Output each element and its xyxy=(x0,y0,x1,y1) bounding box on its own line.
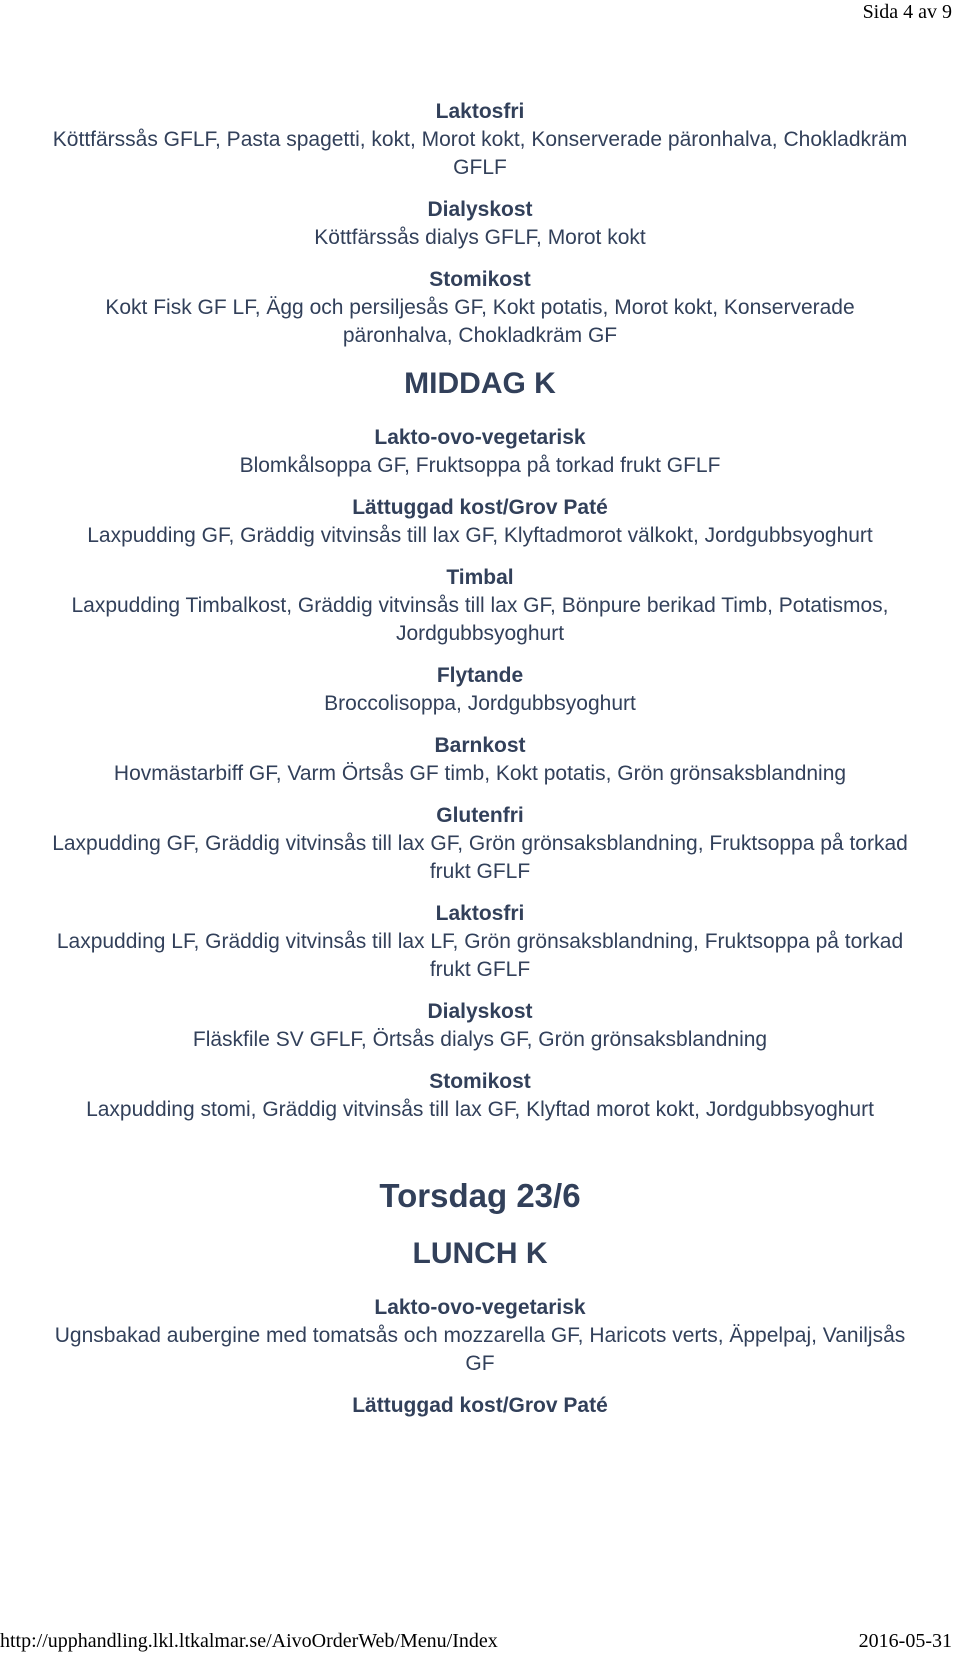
section-items: Laxpudding GF, Gräddig vitvinsås till lax GF, Grön grönsaksblandning, Fruktsoppa på torkad frukt GFLF xyxy=(52,832,908,883)
footer-date: 2016-05-31 xyxy=(858,1630,952,1652)
menu-section xyxy=(50,1392,910,1420)
section-items: Laxpudding LF, Gräddig vitvinsås till lax LF, Grön grönsaksblandning, Fruktsoppa på torkad frukt GFLF xyxy=(56,930,904,981)
section-items: Fläskfile SV GFLF, Örtsås dialys GF, Grön grönsaksblandning xyxy=(192,1028,768,1051)
section-title: Laktosfri xyxy=(435,100,525,123)
menu-section xyxy=(50,266,910,350)
meal-heading-middag: MIDDAG K xyxy=(404,367,556,400)
section-title: Lättuggad kost/Grov Paté xyxy=(352,496,608,519)
section-items: Köttfärssås dialys GFLF, Morot kokt xyxy=(314,226,646,249)
section-title: Stomikost xyxy=(429,268,531,291)
section-items: Ugnsbakad aubergine med tomatsås och mozzarella GF, Haricots verts, Äppelpaj, Vaniljsås GF xyxy=(54,1324,906,1375)
section-items: Broccolisoppa, Jordgubbsyoghurt xyxy=(324,692,636,715)
menu-section xyxy=(50,802,910,886)
menu-section xyxy=(50,564,910,648)
section-title: Timbal xyxy=(446,566,514,589)
menu-section xyxy=(50,732,910,788)
section-title: Glutenfri xyxy=(436,804,524,827)
menu-section xyxy=(50,1068,910,1124)
page-indicator: Sida 4 av 9 xyxy=(862,1,952,23)
section-title: Stomikost xyxy=(429,1070,531,1093)
menu-section xyxy=(50,1294,910,1378)
section-title: Dialyskost xyxy=(427,198,533,221)
section-title: Lättuggad kost/Grov Paté xyxy=(352,1394,608,1417)
section-items: Laxpudding GF, Gräddig vitvinsås till lax GF, Klyftadmorot välkokt, Jordgubbsyoghurt xyxy=(87,524,873,547)
section-title: Lakto-ovo-vegetarisk xyxy=(374,1296,586,1319)
footer-url[interactable]: http://upphandling.lkl.ltkalmar.se/AivoOrderWeb/Menu/Index xyxy=(0,1630,498,1652)
section-title: Lakto-ovo-vegetarisk xyxy=(374,426,586,449)
section-title: Barnkost xyxy=(434,734,526,757)
section-title: Laktosfri xyxy=(435,902,525,925)
menu-section xyxy=(50,98,910,182)
top-sections xyxy=(50,98,910,350)
menu-section xyxy=(50,494,910,550)
section-items: Laxpudding stomi, Gräddig vitvinsås till lax GF, Klyftad morot kokt, Jordgubbsyoghurt xyxy=(86,1098,874,1121)
section-items: Laxpudding Timbalkost, Gräddig vitvinsås till lax GF, Bönpure berikad Timb, Potatismos, Jordgubbsyoghurt xyxy=(71,594,889,645)
menu-section xyxy=(50,196,910,252)
section-items: Köttfärssås GFLF, Pasta spagetti, kokt, Morot kokt, Konserverade päronhalva, Chokladkräm GFLF xyxy=(52,128,908,179)
section-items: Hovmästarbiff GF, Varm Örtsås GF timb, Kokt potatis, Grön grönsaksblandning xyxy=(113,762,847,785)
menu-content xyxy=(50,98,910,1434)
meal-heading-lunch: LUNCH K xyxy=(412,1237,548,1270)
page-footer xyxy=(0,1628,960,1654)
section-items: Blomkålsoppa GF, Fruktsoppa på torkad frukt GFLF xyxy=(239,454,721,477)
lunch-sections xyxy=(50,1294,910,1420)
section-title: Dialyskost xyxy=(427,1000,533,1023)
middag-sections xyxy=(50,424,910,1124)
menu-section xyxy=(50,424,910,480)
menu-section xyxy=(50,998,910,1054)
menu-section xyxy=(50,900,910,984)
menu-section xyxy=(50,662,910,718)
day-heading: Torsdag 23/6 xyxy=(379,1177,581,1214)
section-title: Flytande xyxy=(436,664,524,687)
section-items: Kokt Fisk GF LF, Ägg och persiljesås GF, Kokt potatis, Morot kokt, Konserverade päronhalva, Chokladkräm GF xyxy=(105,296,855,347)
